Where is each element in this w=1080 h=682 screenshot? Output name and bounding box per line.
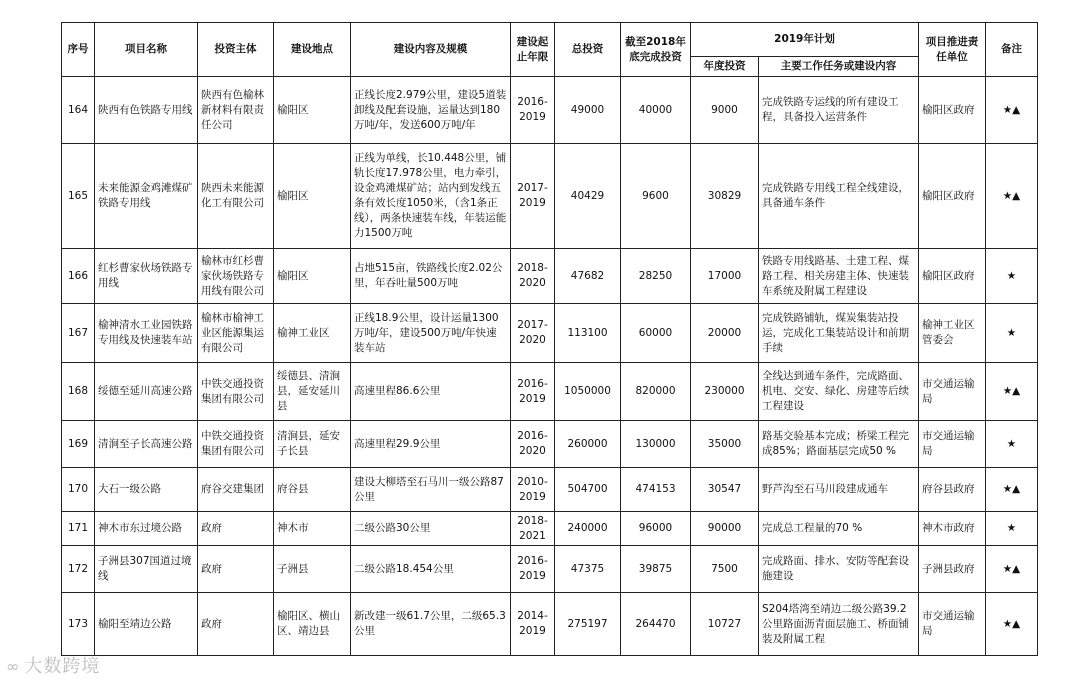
cell-investor: 中铁交通投资集团有限公司 xyxy=(198,421,274,468)
header-name: 项目名称 xyxy=(95,23,198,77)
cell-scale: 二级公路18.454公里 xyxy=(351,546,511,593)
cell-name: 绥德至延川高速公路 xyxy=(95,363,198,421)
cell-completed: 40000 xyxy=(621,77,691,144)
table-body xyxy=(62,77,1038,656)
cell-total: 113100 xyxy=(555,304,621,363)
cell-period: 2018-2020 xyxy=(511,249,555,304)
cell-name: 清涧至子长高速公路 xyxy=(95,421,198,468)
cell-investor: 榆林市红杉曹家伙场铁路专用线有限公司 xyxy=(198,249,274,304)
cell-annual: 35000 xyxy=(691,421,759,468)
watermark xyxy=(6,652,100,678)
cell-location: 榆阳区 xyxy=(274,144,351,249)
cell-total: 47682 xyxy=(555,249,621,304)
table-row xyxy=(62,363,1038,421)
cell-scale: 正线为单线，长10.448公里，铺轨长度17.978公里，电力牵引，设金鸡滩煤矿站；站内到发线五条有效长度1050米，（含1条正线），两条快速装车线，年装运能力1500万吨 xyxy=(351,144,511,249)
cell-period: 2018-2021 xyxy=(511,512,555,546)
cell-tasks: S204塔湾至靖边二级公路39.2公里路面沥青面层施工、桥面铺装及附属工程 xyxy=(759,593,919,656)
cell-period: 2016-2019 xyxy=(511,546,555,593)
cell-scale: 二级公路30公里 xyxy=(351,512,511,546)
cell-location: 府谷县 xyxy=(274,468,351,512)
cell-tasks: 完成铁路专运线的所有建设工程，具备投入运营条件 xyxy=(759,77,919,144)
cell-seq: 172 xyxy=(62,546,95,593)
header-annual: 年度投资 xyxy=(691,57,759,77)
cell-total: 260000 xyxy=(555,421,621,468)
cell-remark: ★▲ xyxy=(986,593,1038,656)
cell-seq: 166 xyxy=(62,249,95,304)
cell-name: 榆阳至靖边公路 xyxy=(95,593,198,656)
cell-remark: ★▲ xyxy=(986,468,1038,512)
cell-unit: 榆神工业区管委会 xyxy=(919,304,986,363)
header-location: 建设地点 xyxy=(274,23,351,77)
table-row xyxy=(62,144,1038,249)
table-row xyxy=(62,77,1038,144)
cell-completed: 39875 xyxy=(621,546,691,593)
header-tasks: 主要工作任务或建设内容 xyxy=(759,57,919,77)
cell-tasks: 完成路面、排水、安防等配套设施建设 xyxy=(759,546,919,593)
cell-location: 榆阳区 xyxy=(274,77,351,144)
cell-seq: 168 xyxy=(62,363,95,421)
cell-seq: 169 xyxy=(62,421,95,468)
cell-remark: ★▲ xyxy=(986,546,1038,593)
cell-remark: ★▲ xyxy=(986,144,1038,249)
header-completed: 截至2018年底完成投资 xyxy=(621,23,691,77)
cell-unit: 子洲县政府 xyxy=(919,546,986,593)
cell-investor: 政府 xyxy=(198,593,274,656)
cell-remark: ★▲ xyxy=(986,77,1038,144)
cell-annual: 30829 xyxy=(691,144,759,249)
cell-tasks: 完成总工程量的70 % xyxy=(759,512,919,546)
header-plan2019: 2019年计划 xyxy=(691,23,919,57)
header-scale: 建设内容及规模 xyxy=(351,23,511,77)
cell-location: 绥德县、清涧县，延安延川县 xyxy=(274,363,351,421)
cell-annual: 9000 xyxy=(691,77,759,144)
cell-tasks: 路基交验基本完成；桥梁工程完成85%；路面基层完成50 % xyxy=(759,421,919,468)
cell-remark: ★ xyxy=(986,304,1038,363)
cell-unit: 榆阳区政府 xyxy=(919,249,986,304)
cell-scale: 新改建一级61.7公里，二级65.3公里 xyxy=(351,593,511,656)
cell-total: 275197 xyxy=(555,593,621,656)
cell-total: 504700 xyxy=(555,468,621,512)
cell-unit: 市交通运输局 xyxy=(919,593,986,656)
cell-annual: 17000 xyxy=(691,249,759,304)
cell-unit: 府谷县政府 xyxy=(919,468,986,512)
cell-total: 1050000 xyxy=(555,363,621,421)
cell-seq: 170 xyxy=(62,468,95,512)
cell-total: 47375 xyxy=(555,546,621,593)
header-remark: 备注 xyxy=(986,23,1038,77)
cell-name: 榆神清水工业园铁路专用线及快速装车站 xyxy=(95,304,198,363)
cell-name: 神木市东过境公路 xyxy=(95,512,198,546)
header-seq: 序号 xyxy=(62,23,95,77)
table-row xyxy=(62,421,1038,468)
cell-total: 40429 xyxy=(555,144,621,249)
cell-investor: 政府 xyxy=(198,546,274,593)
cell-investor: 陕西未来能源化工有限公司 xyxy=(198,144,274,249)
cell-investor: 陕西有色榆林新材料有限责任公司 xyxy=(198,77,274,144)
header-period: 建设起止年限 xyxy=(511,23,555,77)
cell-total: 49000 xyxy=(555,77,621,144)
table-row xyxy=(62,468,1038,512)
cell-tasks: 野芦沟至石马川段建成通车 xyxy=(759,468,919,512)
cell-name: 红杉曹家伙场铁路专用线 xyxy=(95,249,198,304)
cell-period: 2017-2019 xyxy=(511,144,555,249)
project-table xyxy=(61,22,1038,656)
cell-remark: ★ xyxy=(986,421,1038,468)
cell-seq: 171 xyxy=(62,512,95,546)
table-row xyxy=(62,546,1038,593)
header-unit: 项目推进责任单位 xyxy=(919,23,986,77)
header-total: 总投资 xyxy=(555,23,621,77)
cell-period: 2016-2019 xyxy=(511,363,555,421)
cell-completed: 28250 xyxy=(621,249,691,304)
cell-tasks: 全线达到通车条件，完成路面、机电、交安、绿化、房建等后续工程建设 xyxy=(759,363,919,421)
cell-location: 清涧县，延安子长县 xyxy=(274,421,351,468)
cell-seq: 167 xyxy=(62,304,95,363)
cell-scale: 高速里程29.9公里 xyxy=(351,421,511,468)
cell-name: 大石一级公路 xyxy=(95,468,198,512)
cell-location: 子洲县 xyxy=(274,546,351,593)
cell-remark: ★▲ xyxy=(986,363,1038,421)
cell-unit: 市交通运输局 xyxy=(919,363,986,421)
cell-remark: ★ xyxy=(986,249,1038,304)
cell-unit: 市交通运输局 xyxy=(919,421,986,468)
cell-investor: 榆林市榆神工业区能源集运有限公司 xyxy=(198,304,274,363)
cell-location: 榆阳区 xyxy=(274,249,351,304)
cell-period: 2016-2020 xyxy=(511,421,555,468)
watermark-text: 大数跨境 xyxy=(24,656,101,677)
header-row-1 xyxy=(62,23,1038,57)
cell-period: 2017-2020 xyxy=(511,304,555,363)
table-row xyxy=(62,512,1038,546)
cell-annual: 90000 xyxy=(691,512,759,546)
cell-tasks: 铁路专用线路基、土建工程、煤路工程、相关房建主体、快速装车系统及附属工程建设 xyxy=(759,249,919,304)
cell-period: 2016-2019 xyxy=(511,77,555,144)
cell-location: 榆神工业区 xyxy=(274,304,351,363)
cell-completed: 9600 xyxy=(621,144,691,249)
cell-unit: 榆阳区政府 xyxy=(919,77,986,144)
cell-annual: 230000 xyxy=(691,363,759,421)
cell-annual: 7500 xyxy=(691,546,759,593)
cell-unit: 榆阳区政府 xyxy=(919,144,986,249)
cell-name: 未来能源金鸡滩煤矿铁路专用线 xyxy=(95,144,198,249)
cell-completed: 264470 xyxy=(621,593,691,656)
header-investor: 投资主体 xyxy=(198,23,274,77)
cell-period: 2014-2019 xyxy=(511,593,555,656)
cell-period: 2010-2019 xyxy=(511,468,555,512)
cell-investor: 府谷交建集团 xyxy=(198,468,274,512)
cell-location: 神木市 xyxy=(274,512,351,546)
watermark-logo-icon: ∞ xyxy=(6,657,21,676)
cell-scale: 正线18.9公里，设计运量1300万吨/年，建设500万吨/年快速装车站 xyxy=(351,304,511,363)
cell-seq: 165 xyxy=(62,144,95,249)
cell-annual: 30547 xyxy=(691,468,759,512)
cell-scale: 占地515亩，铁路线长度2.02公里，年吞吐量500万吨 xyxy=(351,249,511,304)
cell-completed: 96000 xyxy=(621,512,691,546)
cell-location: 榆阳区、横山区、靖边县 xyxy=(274,593,351,656)
cell-total: 240000 xyxy=(555,512,621,546)
table-row xyxy=(62,593,1038,656)
table-row xyxy=(62,249,1038,304)
table-row xyxy=(62,304,1038,363)
cell-tasks: 完成铁路专用线工程全线建设，具备通车条件 xyxy=(759,144,919,249)
cell-unit: 神木市政府 xyxy=(919,512,986,546)
cell-annual: 10727 xyxy=(691,593,759,656)
cell-scale: 建设大柳塔至石马川一级公路87公里 xyxy=(351,468,511,512)
cell-tasks: 完成铁路铺轨，煤炭集装站投运，完成化工集装站设计和前期手续 xyxy=(759,304,919,363)
cell-seq: 173 xyxy=(62,593,95,656)
cell-seq: 164 xyxy=(62,77,95,144)
cell-investor: 政府 xyxy=(198,512,274,546)
cell-completed: 130000 xyxy=(621,421,691,468)
cell-annual: 20000 xyxy=(691,304,759,363)
cell-completed: 474153 xyxy=(621,468,691,512)
cell-remark: ★ xyxy=(986,512,1038,546)
cell-name: 陕西有色铁路专用线 xyxy=(95,77,198,144)
cell-completed: 60000 xyxy=(621,304,691,363)
cell-scale: 高速里程86.6公里 xyxy=(351,363,511,421)
cell-scale: 正线长度2.979公里，建设5道装卸线及配套设施，运量达到180万吨/年，发送600万吨/年 xyxy=(351,77,511,144)
cell-completed: 820000 xyxy=(621,363,691,421)
cell-investor: 中铁交通投资集团有限公司 xyxy=(198,363,274,421)
cell-name: 子洲县307国道过境线 xyxy=(95,546,198,593)
